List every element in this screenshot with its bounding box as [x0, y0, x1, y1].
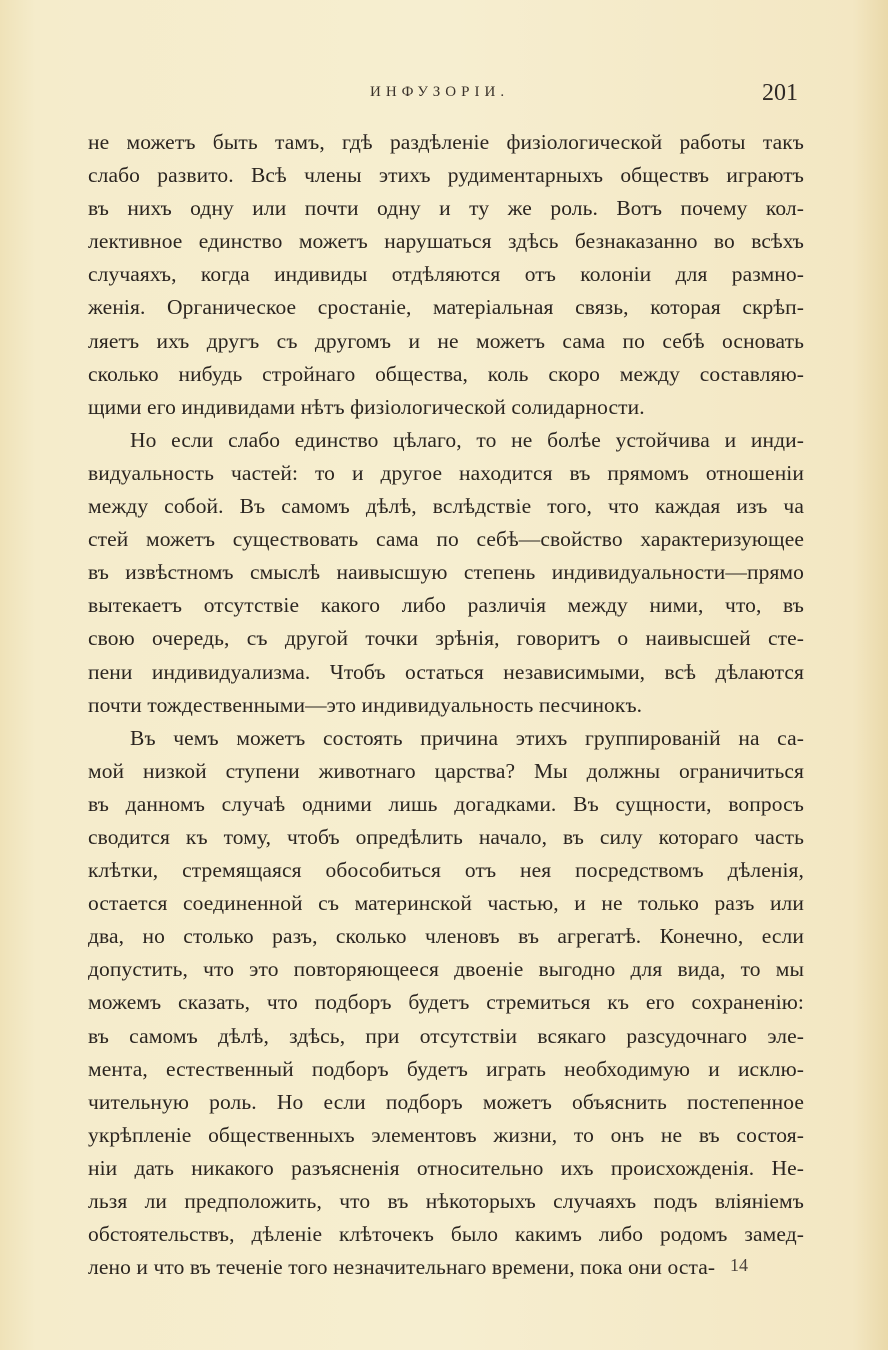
- text-line: не можетъ быть тамъ, гдѣ раздѣленіе физіологической работы такъ: [88, 130, 804, 154]
- text-line: лено и что въ теченіе того незначительнаго времени, пока они оста-: [88, 1255, 716, 1280]
- text-line: почти тождественными—это индивидуальность песчинокъ.: [88, 692, 643, 717]
- paragraph: [88, 424, 804, 722]
- text-line: лективное единство можетъ нарушаться здѣсь безнаказанно во всѣхъ: [88, 229, 804, 254]
- text-line: льзя ли предположить, что въ нѣкоторыхъ случаяхъ подъ вліяніемъ: [88, 1189, 804, 1213]
- text-line: слабо развито. Всѣ члены этихъ рудиментарныхъ обществъ играютъ: [88, 163, 804, 188]
- text-line: сколько нибудь стройнаго общества, коль скоро между составляю-: [88, 361, 804, 386]
- text-line: мой низкой ступени животнаго царства? Мы должны ограничиться: [88, 758, 804, 783]
- text-line: въ нихъ одну или почти одну и ту же роль. Вотъ почему кол-: [88, 196, 804, 221]
- page-body: [88, 126, 804, 1284]
- text-line: мента, естественный подборъ будетъ играть необходимую и исклю-: [88, 1056, 804, 1081]
- running-head: [0, 80, 888, 110]
- text-line: обстоятельствъ, дѣленіе клѣточекъ было какимъ либо родомъ замед-: [88, 1222, 804, 1247]
- text-line: свою очередь, съ другой точки зрѣнія, говоритъ о наивысшей сте-: [88, 626, 804, 651]
- text-line: два, но столько разъ, сколько членовъ въ агрегатѣ. Конечно, если: [88, 924, 804, 949]
- text-line: пени индивидуализма. Чтобъ остаться независимыми, всѣ дѣлаются: [88, 659, 804, 684]
- text-line: женія. Органическое сростаніе, матеріальная связь, которая скрѣп-: [88, 295, 804, 320]
- text-line: клѣтки, стремящаяся обособиться отъ нея посредствомъ дѣленія,: [88, 858, 804, 883]
- text-line: между собой. Въ самомъ дѣлѣ, вслѣдствіе того, что каждая изъ ча: [88, 494, 804, 519]
- text-line: ніи дать никакого разъясненія относительно ихъ происхожденія. Не-: [88, 1155, 804, 1180]
- text-line: чительную роль. Но если подборъ можетъ объяснить постепенное: [88, 1089, 804, 1114]
- text-line: допустить, что это повторяющееся двоеніе выгодно для вида, то мы: [88, 957, 804, 982]
- text-line: можемъ сказать, что подборъ будетъ стремиться къ его сохраненію:: [88, 990, 804, 1015]
- text-line: ляетъ ихъ другъ съ другомъ и не можетъ сама по себѣ основать: [88, 328, 804, 353]
- text-line: укрѣпленіе общественныхъ элементовъ жизни, то онъ не въ состоя-: [88, 1122, 804, 1147]
- text-line: Но если слабо единство цѣлаго, то не болѣе устойчива и инди-: [130, 427, 804, 452]
- text-line: вытекаетъ отсутствіе какого либо различія между ними, что, въ: [88, 593, 804, 618]
- paragraph: [88, 126, 804, 424]
- text-line: стей можетъ существовать сама по себѣ—свойство характеризующее: [88, 527, 804, 552]
- page-number: 201: [762, 80, 798, 106]
- text-line: въ самомъ дѣлѣ, здѣсь, при отсутствіи всякаго разсудочнаго эле-: [88, 1023, 804, 1048]
- text-line: остается соединенной съ материнской частью, и не только разъ или: [88, 891, 804, 916]
- text-line: въ извѣстномъ смыслѣ наивысшую степень индивидуальности—прямо: [88, 560, 804, 585]
- text-line: видуальность частей: то и другое находится въ прямомъ отношеніи: [88, 460, 804, 485]
- text-line: въ данномъ случаѣ одними лишь догадками. Въ сущности, вопросъ: [88, 791, 804, 816]
- text-line: щими его индивидами нѣтъ физіологической солидарности.: [88, 394, 645, 419]
- text-line: сводится къ тому, чтобъ опредѣлить начало, въ силу котораго часть: [88, 824, 804, 849]
- text-line: случаяхъ, когда индивиды отдѣляются отъ колоніи для размно-: [88, 262, 804, 287]
- paragraph: [88, 722, 804, 1285]
- running-title: ИНФУЗОРІИ.: [370, 84, 510, 100]
- text-line: Въ чемъ можетъ состоять причина этихъ группированій на са-: [130, 725, 804, 750]
- printer-signature: 14: [730, 1255, 748, 1275]
